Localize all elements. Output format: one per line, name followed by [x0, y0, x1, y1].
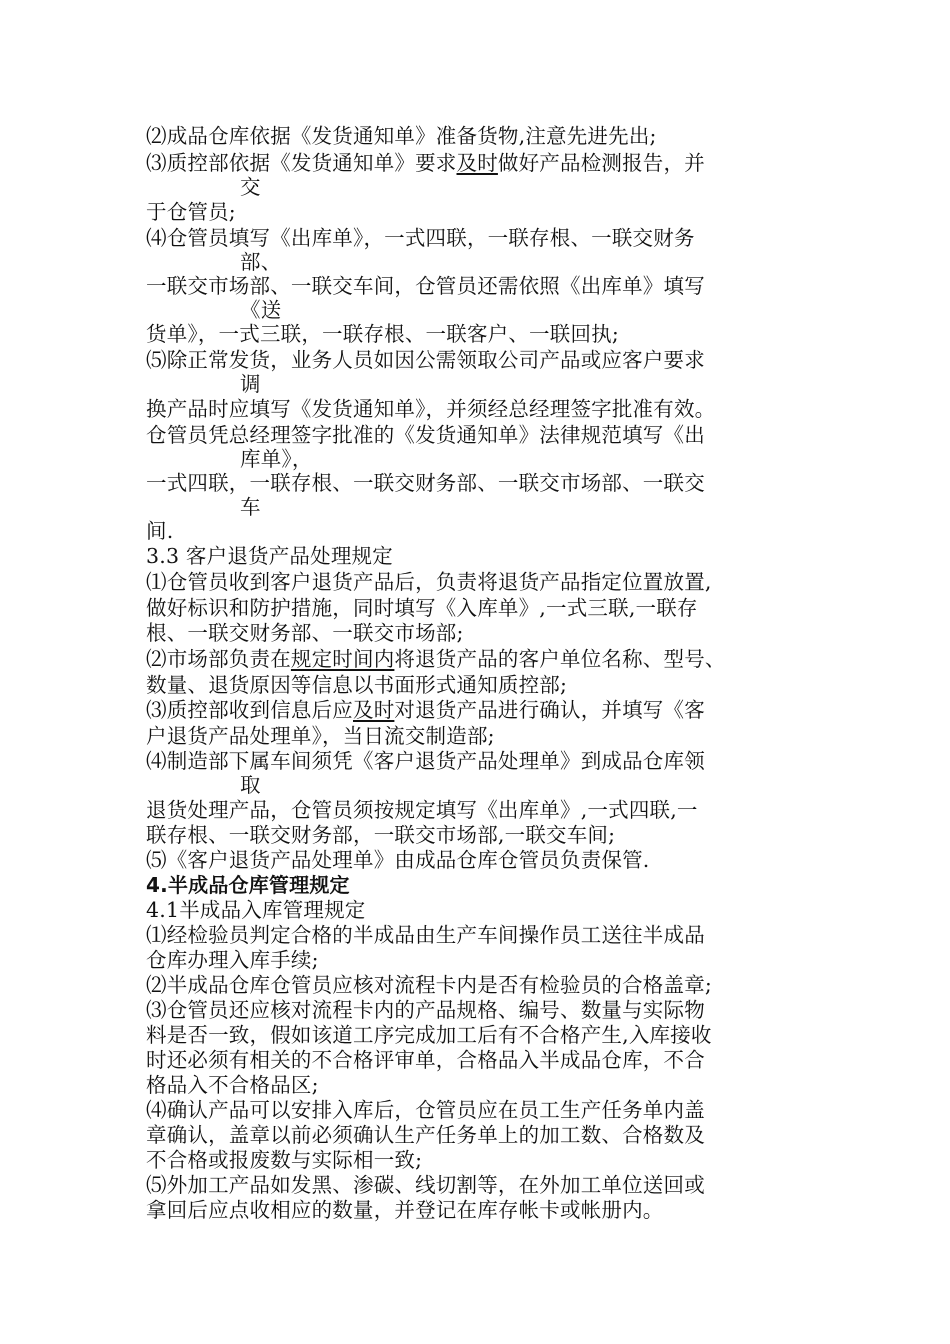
underlined-term: 规定时间内 — [290, 647, 395, 671]
text-line: ⑶质控部收到信息后应及时对退货产品进行确认，并填写《客 — [146, 698, 705, 722]
text-line: ⑴仓管员收到客户退货产品后，负责将退货产品指定位置放置, — [146, 570, 712, 594]
text-line: ⑸《客户退货产品处理单》由成品仓库仓管员负责保管. — [146, 848, 650, 872]
text-line: 联存根、一联交财务部，一联交市场部,一联交车间; — [146, 823, 616, 847]
text-line: 货单》，一式三联，一联存根、一联客户、一联回执; — [146, 322, 619, 346]
text-line: ⑵成品仓库依据《发货通知单》准备货物,注意先进先出; — [146, 124, 657, 148]
text-line: ⑷确认产品可以安排入库后，仓管员应在员工生产任务单内盖 — [146, 1098, 705, 1122]
text-line: 间. — [146, 519, 174, 543]
text-line: 一式四联，一联存根、一联交财务部、一联交市场部、一联交 — [146, 471, 705, 495]
text-line: 仓管员凭总经理签字批准的《发货通知单》法律规范填写《出 — [146, 423, 705, 447]
text-line: 做好标识和防护措施，同时填写《入库单》,一式三联,一联存 — [146, 596, 698, 620]
text-line: 不合格或报废数与实际相一致; — [146, 1148, 423, 1172]
text-line: ⑵市场部负责在规定时间内将退货产品的客户单位名称、型号、 — [146, 647, 726, 671]
text-line: 拿回后应点收相应的数量，并登记在库存帐卡或帐册内。 — [146, 1198, 664, 1222]
text-line-wrap: 《送 — [240, 298, 282, 322]
text-line: 户退货产品处理单》，当日流交制造部; — [146, 724, 495, 748]
text-line: 一联交市场部、一联交车间，仓管员还需依照《出库单》填写 — [146, 274, 705, 298]
text-line: ⑸除正常发货，业务人员如因公需领取公司产品或应客户要求 — [146, 348, 705, 372]
text-line: 格品入不合格品区; — [146, 1073, 319, 1097]
text-line: ⑶质控部依据《发货通知单》要求及时做好产品检测报告，并 — [146, 151, 705, 175]
text-line: 仓库办理入库手续; — [146, 948, 319, 972]
text-line: 数量、退货原因等信息以书面形式通知质控部; — [146, 673, 568, 697]
text-line: 于仓管员; — [146, 200, 236, 224]
text-line: ⑵半成品仓库仓管员应核对流程卡内是否有检验员的合格盖章; — [146, 973, 713, 997]
text-line: 换产品时应填写《发货通知单》，并须经总经理签字批准有效。 — [146, 397, 716, 421]
text-line: ⑴经检验员判定合格的半成品由生产车间操作员工送往半成品 — [146, 923, 705, 947]
text-line-wrap: 调 — [240, 372, 261, 396]
underlined-term: 及时 — [353, 698, 395, 722]
text-line: ⑸外加工产品如发黑、渗碳、线切割等，在外加工单位送回或 — [146, 1173, 705, 1197]
section-heading: 3.3 客户退货产品处理规定 — [146, 544, 393, 568]
text-line: ⑶仓管员还应核对流程卡内的产品规格、编号、数量与实际物 — [146, 998, 705, 1022]
text-line: ⑷仓管员填写《出库单》，一式四联，一联存根、一联交财务 — [146, 226, 695, 250]
text-line: 料是否一致，假如该道工序完成加工后有不合格产生,入库接收 — [146, 1023, 712, 1047]
text-line: 退货处理产品，仓管员须按规定填写《出库单》,一式四联,一 — [146, 798, 698, 822]
section-heading-bold: 4.半成品仓库管理规定 — [146, 873, 350, 897]
text-line-wrap: 部、 — [240, 250, 282, 274]
text-line-wrap: 取 — [240, 773, 261, 797]
text-line-wrap: 库单》， — [240, 447, 313, 471]
text-line-wrap: 车 — [240, 495, 261, 519]
text-line: 章确认，盖章以前必须确认生产任务单上的加工数、合格数及 — [146, 1123, 705, 1147]
section-heading: 4.1半成品入库管理规定 — [146, 898, 366, 922]
underlined-term: 及时 — [456, 151, 498, 175]
text-line: 时还必须有相关的不合格评审单，合格品入半成品仓库，不合 — [146, 1048, 705, 1072]
text-line: ⑷制造部下属车间须凭《客户退货产品处理单》到成品仓库领 — [146, 749, 705, 773]
text-line-wrap: 交 — [240, 175, 261, 199]
text-line: 根、一联交财务部、一联交市场部; — [146, 621, 464, 645]
